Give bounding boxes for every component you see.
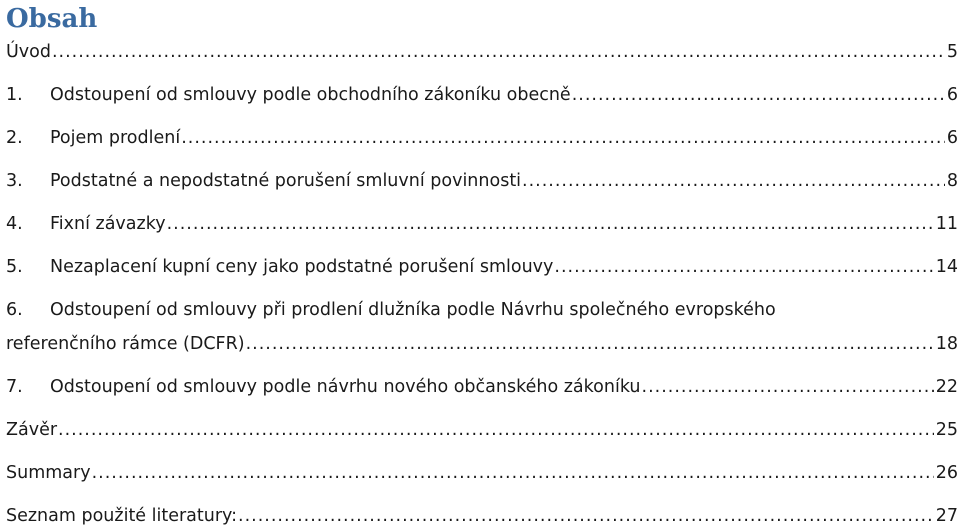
toc-entry-label: referenčního rámce (DCFR): [6, 334, 245, 354]
toc-entry-number: 6.: [6, 300, 23, 320]
dot-leader: [181, 126, 945, 150]
dot-leader: [572, 83, 945, 107]
dot-leader: [92, 461, 934, 485]
toc-entry-label: Odstoupení od smlouvy při prodlení dlužníka podle Návrhu společného evropského: [50, 300, 776, 320]
toc-entry-page: 14: [935, 257, 958, 277]
dot-leader: [167, 212, 934, 236]
toc-entry-page: 8: [946, 171, 958, 191]
toc-entry-label: Odstoupení od smlouvy podle obchodního zákoníku obecně: [50, 85, 571, 105]
toc-entry-page: 11: [935, 214, 958, 234]
toc-entry-1[interactable]: [6, 83, 960, 107]
toc-entry-label: Seznam použité literatury:: [6, 506, 238, 526]
toc-entry-2[interactable]: [6, 126, 960, 150]
toc-entry-page: 25: [935, 420, 958, 440]
toc-entry-page: 18: [935, 334, 958, 354]
dot-leader: [642, 375, 934, 399]
toc-entry-number: 3.: [6, 171, 23, 191]
toc-entry-number: 1.: [6, 85, 23, 105]
toc-entry-uvod[interactable]: [6, 40, 960, 64]
toc-entry-label: Summary: [6, 463, 91, 483]
toc-entry-number: 7.: [6, 377, 23, 397]
dot-leader: [58, 418, 934, 442]
toc-entry-page: 6: [946, 128, 958, 148]
dot-leader: [246, 332, 934, 356]
toc-entry-4[interactable]: [6, 212, 960, 236]
toc-entry-page: 5: [946, 42, 958, 62]
toc-entry-number: 4.: [6, 214, 23, 234]
toc-entry-page: 27: [935, 506, 958, 526]
toc-entry-6-line2[interactable]: [6, 332, 960, 356]
toc-entry-literatura[interactable]: [6, 504, 960, 528]
toc-entry-page: 26: [935, 463, 958, 483]
toc-entry-label: Fixní závazky: [50, 214, 166, 234]
table-of-contents: [6, 0, 960, 528]
toc-entry-label: Podstatné a nepodstatné porušení smluvní povinnosti: [50, 171, 522, 191]
toc-entry-5[interactable]: [6, 255, 960, 279]
toc-entry-zaver[interactable]: [6, 418, 960, 442]
toc-entry-summary[interactable]: [6, 461, 960, 485]
toc-entry-3[interactable]: [6, 169, 960, 193]
toc-entry-6-line1[interactable]: [6, 298, 960, 322]
toc-entry-page: 22: [935, 377, 958, 397]
toc-title: Obsah: [6, 4, 98, 34]
dot-leader: [522, 169, 945, 193]
dot-leader: [52, 40, 945, 64]
toc-entry-label: Pojem prodlení: [50, 128, 181, 148]
toc-entry-number: 5.: [6, 257, 23, 277]
toc-entry-number: 2.: [6, 128, 23, 148]
toc-entry-page: 6: [946, 85, 958, 105]
toc-entry-label: Závěr: [6, 420, 58, 440]
dot-leader: [238, 504, 934, 528]
toc-entry-7[interactable]: [6, 375, 960, 399]
dot-leader: [554, 255, 933, 279]
toc-entry-label: Nezaplacení kupní ceny jako podstatné porušení smlouvy: [50, 257, 554, 277]
toc-entry-label: Úvod: [6, 42, 51, 62]
toc-entry-label: Odstoupení od smlouvy podle návrhu nového občanského zákoníku: [50, 377, 641, 397]
